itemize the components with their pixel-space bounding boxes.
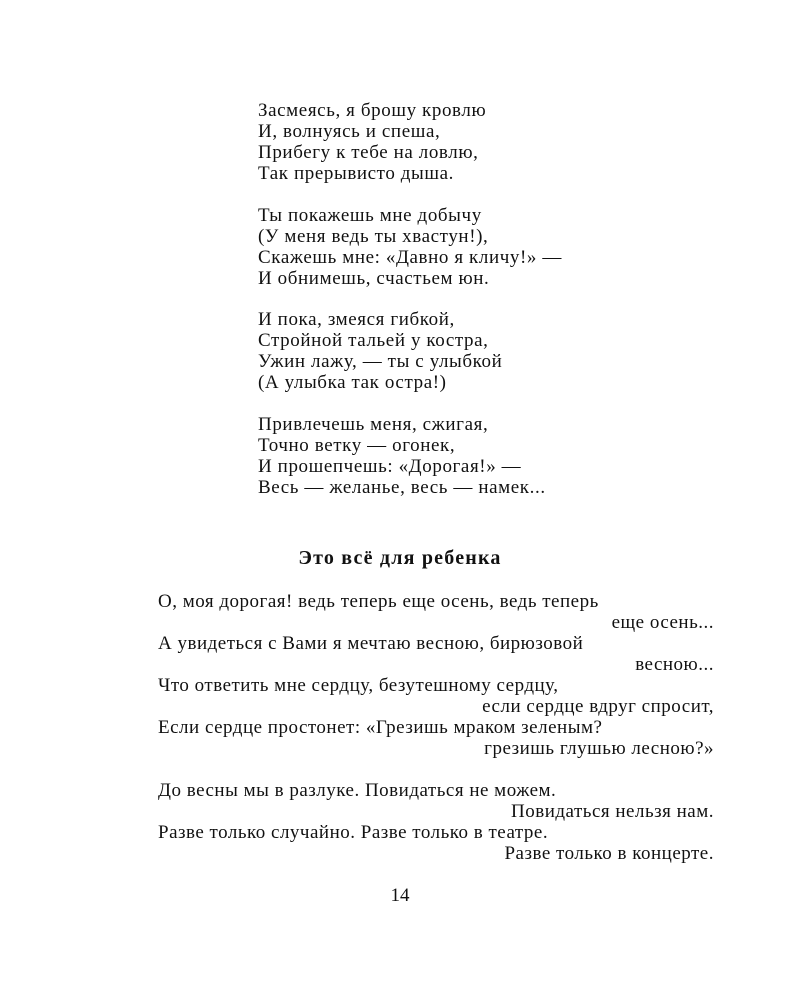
verse-line: Ты покажешь мне добычу xyxy=(258,204,482,226)
verse-line: (У меня ведь ты хвастун!), xyxy=(258,225,489,247)
stanza xyxy=(258,414,678,498)
verse-line: До весны мы в разлуке. Повидаться не можем. xyxy=(158,780,557,801)
verse-line: Разве только случайно. Разве только в театре. xyxy=(158,822,549,843)
verse-line: Прибегу к тебе на ловлю, xyxy=(258,142,479,163)
verse-line-continuation: Повидаться нельзя нам. xyxy=(511,801,714,822)
stanza xyxy=(258,100,678,184)
verse-line-continuation: если сердце вдруг спросит, xyxy=(482,696,714,717)
verse-line: Что ответить мне сердцу, безутешному сердцу, xyxy=(158,675,559,696)
verse-line-continuation: еще осень... xyxy=(611,612,714,633)
verse-line: Точно ветку — огонек, xyxy=(258,434,456,456)
verse-line: Привлечешь меня, сжигая, xyxy=(258,413,489,435)
verse-line: О, моя дорогая! ведь теперь еще осень, ведь теперь xyxy=(158,591,599,612)
verse-line: А увидеться с Вами я мечтаю весною, бирюзовой xyxy=(158,633,584,654)
verse-line: Скажешь мне: «Давно я кличу!» — xyxy=(258,246,562,268)
poem-title: Это всё для ребенка xyxy=(298,547,502,569)
stanza xyxy=(158,591,714,759)
verse-line-continuation: Разве только в концерте. xyxy=(504,843,714,864)
verse-line-continuation: грезишь глушью лесною?» xyxy=(484,738,714,759)
verse-line-continuation: весною... xyxy=(635,654,714,675)
stanza xyxy=(258,309,678,393)
page-number: 14 xyxy=(390,885,410,906)
verse-line: И пока, змеяся гибкой, xyxy=(258,309,455,330)
verse-line: И, волнуясь и спеша, xyxy=(258,121,441,142)
verse-line: Ужин лажу, — ты с улыбкой xyxy=(258,351,503,372)
stanza xyxy=(158,780,714,864)
verse-line: Так прерывисто дыша. xyxy=(258,163,455,184)
stanza xyxy=(258,205,678,289)
poem-body xyxy=(158,591,714,885)
verse-line: (А улыбка так остра!) xyxy=(258,372,447,393)
verse-line: Засмеясь, я брошу кровлю xyxy=(258,100,487,121)
verse-line: И прошепчешь: «Дорогая!» — xyxy=(258,455,522,477)
verse-line: Стройной тальей у костра, xyxy=(258,330,489,351)
verse-line: Если сердце простонет: «Грезишь мраком зеленым? xyxy=(158,717,603,738)
verse-line: И обнимешь, счастьем юн. xyxy=(258,267,490,289)
poem-continued xyxy=(258,100,678,518)
verse-line: Весь — желанье, весь — намек... xyxy=(258,476,546,498)
